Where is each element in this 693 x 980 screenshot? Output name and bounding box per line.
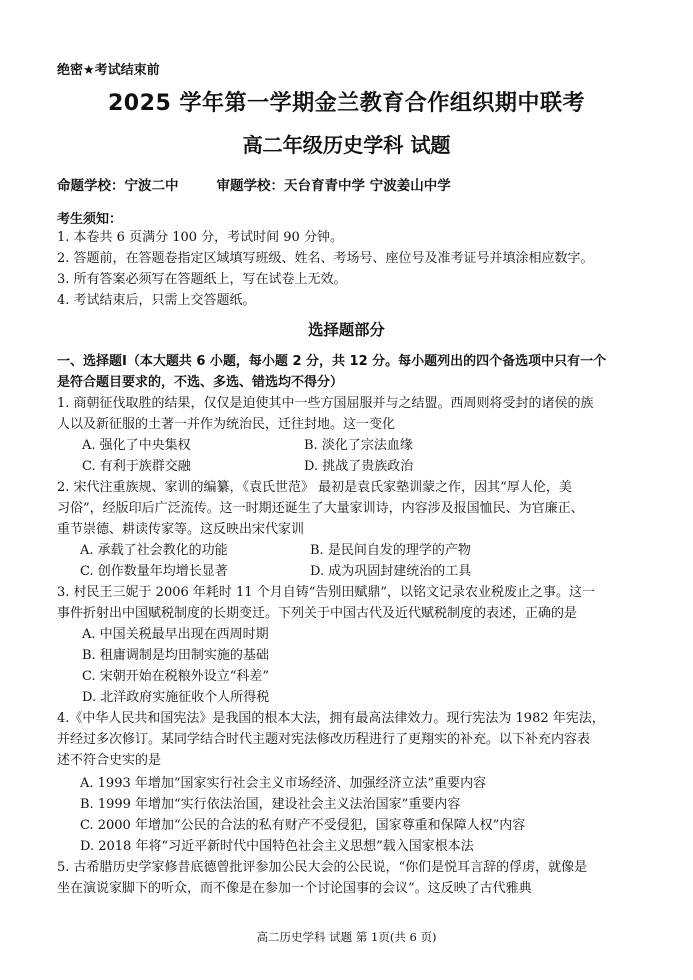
question-2-option-b: B. 是民间自发的理学的产物	[310, 543, 471, 558]
notice-item: 2. 答题前，在答题卷指定区域填写班级、姓名、考场号、座位号及准考证号并填涂相应数字。	[57, 251, 594, 266]
confidential-mark: 绝密★考试结束前	[57, 63, 160, 78]
exam-subtitle: 高二年级历史学科 试题	[242, 133, 451, 157]
question-1-option-a: A. 强化了中央集权	[82, 438, 191, 453]
question-1-option-b: B. 淡化了宗法血缘	[304, 438, 413, 453]
exam-title: 2025 学年第一学期金兰教育合作组织期中联考	[107, 91, 586, 116]
question-3-stem: 事件折射出中国赋税制度的长期变迁。下列关于中国古代及近代赋税制度的表述，正确的是	[57, 606, 578, 621]
question-4-stem: 并经过多次修订。某同学结合时代主题对宪法修改历程进行了更翔实的补充。以下补充内容表	[57, 732, 591, 747]
section-title: 选择题部分	[308, 321, 385, 339]
reviewer-school: 审题学校：天台育青中学 宁波姜山中学	[216, 178, 451, 194]
proposer-school: 命题学校：宁波二中	[57, 178, 179, 194]
question-2-option-a: A. 承载了社会教化的功能	[80, 543, 228, 558]
school-info	[57, 174, 451, 194]
question-4-option-a: A. 1993 年增加“国家实行社会主义市场经济、加强经济立法”重要内容	[80, 776, 487, 791]
question-1-option-d: D. 挑战了贵族政治	[304, 459, 414, 474]
part-instruction: 是符合题目要求的，不选、多选、错选均不得分）	[57, 375, 344, 390]
page-footer: 高二历史学科 试题 第 1页(共 6 页)	[256, 930, 437, 944]
question-3-option-c: C. 宋朝开始在税粮外设立“科差”	[82, 669, 270, 684]
question-4-option-d: D. 2018 年将“习近平新时代中国特色社会主义思想”载入国家根本法	[80, 839, 474, 854]
notice-heading: 考生须知：	[57, 212, 123, 227]
question-1-option-c: C. 有利于族群交融	[82, 459, 191, 474]
question-4-stem: 述不符合史实的是	[57, 753, 162, 768]
question-2-stem: 习俗”，经版印后广泛流传。这一时期还诞生了大量家训诗，内容涉及报国恤民、为官廉正、	[57, 501, 584, 516]
question-4-stem: 4.《中华人民共和国宪法》是我国的根本大法，拥有最高法律效力。现行宪法为 1982 年宪法，	[57, 711, 605, 726]
notice-item: 3. 所有答案必须写在答题纸上，写在试卷上无效。	[57, 272, 347, 287]
question-3-stem: 3. 村民王三妮于 2006 年耗时 11 个月自铸“告别田赋鼎”，以铭文记录农业税废止之事。这一	[57, 585, 595, 600]
question-1-stem: 人以及新征服的土著一并作为统治民，迁往封地。这一变化	[57, 417, 396, 432]
question-5-stem: 坐在演说家脚下的听众，而不像是在参加一个讨论国事的会议”。这反映了古代雅典	[57, 881, 532, 896]
question-3-option-b: B. 租庸调制是均田制实施的基础	[82, 648, 269, 663]
question-4-option-b: B. 1999 年增加“实行依法治国，建设社会主义法治国家”重要内容	[80, 797, 461, 812]
question-2-option-c: C. 创作数量年均增长显著	[80, 564, 228, 579]
question-3-option-d: D. 北洋政府实施征收个人所得税	[82, 690, 270, 705]
notice-item: 4. 考试结束后，只需上交答题纸。	[57, 293, 256, 308]
question-2-stem: 重节崇德、耕读传家等。这反映出宋代家训	[57, 522, 305, 537]
question-4-option-c: C. 2000 年增加“公民的合法的私有财产不受侵犯，国家尊重和保障人权”内容	[80, 818, 526, 833]
question-2-stem: 2. 宋代注重族规、家训的编纂，《袁氏世范》 最初是袁氏家塾训蒙之作，因其“厚人伦，美	[57, 480, 572, 495]
question-5-stem: 5. 古希腊历史学家修昔底德曾批评参加公民大会的公民说，“你们是悦耳言辞的俘虏，就像是	[57, 860, 588, 875]
notice-item: 1. 本卷共 6 页满分 100 分，考试时间 90 分钟。	[57, 230, 343, 245]
part-instruction: 一、选择题Ⅰ（本大题共 6 小题，每小题 2 分，共 12 分。每小题列出的四个备选项中只有一个	[57, 354, 607, 369]
question-1-stem: 1. 商朝征伐取胜的结果，仅仅是迫使其中一些方国屈服并与之结盟。西周则将受封的诸侯的族	[57, 396, 594, 411]
question-3-option-a: A. 中国关税最早出现在西周时期	[82, 627, 269, 642]
question-2-option-d: D. 成为巩固封建统治的工具	[310, 564, 472, 579]
